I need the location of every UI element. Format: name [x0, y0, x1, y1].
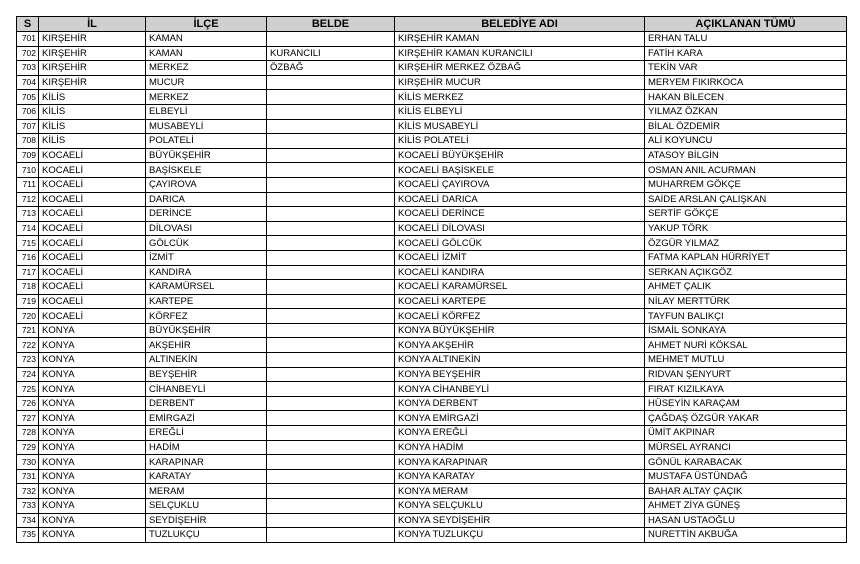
cell-belediye-adi: KONYA MERAM [395, 484, 645, 499]
cell-ilce: İZMİT [146, 250, 267, 265]
cell-belde [267, 90, 395, 105]
cell-belde [267, 513, 395, 528]
table-row [17, 440, 847, 455]
cell-s: 732 [17, 484, 39, 499]
cell-belde [267, 265, 395, 280]
table-row [17, 499, 847, 514]
table-row [17, 177, 847, 192]
table-row [17, 338, 847, 353]
cell-il: KONYA [39, 396, 146, 411]
cell-belediye-adi: KOCAELİ KARAMÜRSEL [395, 280, 645, 295]
table-row [17, 484, 847, 499]
cell-il: KONYA [39, 323, 146, 338]
table-row [17, 280, 847, 295]
cell-s: 712 [17, 192, 39, 207]
cell-aciklanan: İSMAİL SONKAYA [645, 323, 847, 338]
cell-belediye-adi: KONYA DERBENT [395, 396, 645, 411]
cell-s: 725 [17, 382, 39, 397]
cell-ilce: EREĞLİ [146, 426, 267, 441]
cell-ilce: DARICA [146, 192, 267, 207]
cell-belde [267, 104, 395, 119]
cell-aciklanan: MUHARREM GÖKÇE [645, 177, 847, 192]
cell-s: 733 [17, 499, 39, 514]
table-row [17, 192, 847, 207]
cell-s: 710 [17, 163, 39, 178]
header-s: S [17, 17, 39, 32]
cell-il: KOCAELİ [39, 294, 146, 309]
cell-belde [267, 455, 395, 470]
cell-belde [267, 221, 395, 236]
table-row [17, 46, 847, 61]
cell-aciklanan: HASAN USTAOĞLU [645, 513, 847, 528]
cell-ilce: ALTINEKİN [146, 353, 267, 368]
cell-il: KİLİS [39, 104, 146, 119]
table-row [17, 396, 847, 411]
cell-il: KONYA [39, 528, 146, 543]
cell-ilce: MERAM [146, 484, 267, 499]
cell-ilce: TUZLUKÇU [146, 528, 267, 543]
cell-belediye-adi: KOCAELİ BÜYÜKŞEHİR [395, 148, 645, 163]
cell-aciklanan: YAKUP TÖRK [645, 221, 847, 236]
cell-belde: KURANCILI [267, 46, 395, 61]
cell-aciklanan: RIDVAN ŞENYURT [645, 367, 847, 382]
cell-il: KONYA [39, 338, 146, 353]
cell-belde [267, 323, 395, 338]
cell-belde [267, 119, 395, 134]
cell-belediye-adi: KIRŞEHİR MERKEZ ÖZBAĞ [395, 61, 645, 76]
table-row [17, 134, 847, 149]
cell-belediye-adi: KONYA EREĞLİ [395, 426, 645, 441]
cell-belde [267, 280, 395, 295]
cell-aciklanan: HAKAN BİLECEN [645, 90, 847, 105]
cell-aciklanan: ATASOY BİLGİN [645, 148, 847, 163]
cell-il: KONYA [39, 367, 146, 382]
cell-ilce: DİLOVASI [146, 221, 267, 236]
cell-ilce: DERİNCE [146, 207, 267, 222]
header-belediye-adi: BELEDİYE ADI [395, 17, 645, 32]
header-row [17, 17, 847, 32]
cell-ilce: MERKEZ [146, 61, 267, 76]
cell-il: KONYA [39, 426, 146, 441]
cell-aciklanan: ERHAN TALU [645, 32, 847, 47]
cell-belde [267, 338, 395, 353]
header-belde: BELDE [267, 17, 395, 32]
cell-ilce: GÖLCÜK [146, 236, 267, 251]
cell-il: KİLİS [39, 90, 146, 105]
cell-ilce: ELBEYLİ [146, 104, 267, 119]
cell-ilce: KAMAN [146, 46, 267, 61]
table-row [17, 294, 847, 309]
cell-il: KONYA [39, 411, 146, 426]
table-row [17, 455, 847, 470]
table-row [17, 61, 847, 76]
table-row [17, 411, 847, 426]
table-row [17, 75, 847, 90]
cell-aciklanan: ÇAĞDAŞ ÖZGÜR YAKAR [645, 411, 847, 426]
cell-il: KOCAELİ [39, 309, 146, 324]
cell-s: 713 [17, 207, 39, 222]
table-row [17, 119, 847, 134]
cell-s: 726 [17, 396, 39, 411]
cell-belediye-adi: KONYA KARAPINAR [395, 455, 645, 470]
cell-s: 706 [17, 104, 39, 119]
cell-belde [267, 236, 395, 251]
cell-belediye-adi: KONYA BÜYÜKŞEHİR [395, 323, 645, 338]
cell-aciklanan: OSMAN ANIL ACURMAN [645, 163, 847, 178]
cell-belde [267, 367, 395, 382]
cell-aciklanan: YILMAZ ÖZKAN [645, 104, 847, 119]
cell-aciklanan: FATMA KAPLAN HÜRRİYET [645, 250, 847, 265]
cell-ilce: BEYŞEHİR [146, 367, 267, 382]
header-aciklanan: AÇIKLANAN TÜMÜ [645, 17, 847, 32]
cell-ilce: CİHANBEYLİ [146, 382, 267, 397]
cell-belediye-adi: KIRŞEHİR KAMAN KURANCILI [395, 46, 645, 61]
cell-ilce: MERKEZ [146, 90, 267, 105]
table-row [17, 323, 847, 338]
cell-s: 721 [17, 323, 39, 338]
cell-aciklanan: TAYFUN BALIKÇI [645, 309, 847, 324]
cell-belediye-adi: KONYA EMİRGAZİ [395, 411, 645, 426]
table-row [17, 90, 847, 105]
cell-s: 705 [17, 90, 39, 105]
cell-ilce: BÜYÜKŞEHİR [146, 148, 267, 163]
cell-il: KONYA [39, 513, 146, 528]
table-row [17, 513, 847, 528]
cell-il: KOCAELİ [39, 148, 146, 163]
cell-belediye-adi: KİLİS POLATELİ [395, 134, 645, 149]
cell-il: KIRŞEHİR [39, 61, 146, 76]
cell-s: 731 [17, 469, 39, 484]
cell-aciklanan: ÖZGÜR YILMAZ [645, 236, 847, 251]
cell-belediye-adi: KONYA TUZLUKÇU [395, 528, 645, 543]
cell-il: KONYA [39, 469, 146, 484]
cell-belediye-adi: KOCAELİ KANDIRA [395, 265, 645, 280]
cell-s: 707 [17, 119, 39, 134]
cell-s: 714 [17, 221, 39, 236]
cell-aciklanan: BAHAR ALTAY ÇAÇIK [645, 484, 847, 499]
cell-aciklanan: NURETTİN AKBUĞA [645, 528, 847, 543]
cell-aciklanan: ALİ KOYUNCU [645, 134, 847, 149]
cell-aciklanan: MÜRSEL AYRANCI [645, 440, 847, 455]
cell-belediye-adi: KOCAELİ GÖLCÜK [395, 236, 645, 251]
cell-il: KIRŞEHİR [39, 32, 146, 47]
cell-aciklanan: FATİH KARA [645, 46, 847, 61]
cell-aciklanan: ÜMİT AKPINAR [645, 426, 847, 441]
cell-belde [267, 469, 395, 484]
cell-s: 724 [17, 367, 39, 382]
cell-aciklanan: TEKİN VAR [645, 61, 847, 76]
cell-ilce: BAŞİSKELE [146, 163, 267, 178]
cell-belediye-adi: KONYA HADİM [395, 440, 645, 455]
cell-aciklanan: BİLAL ÖZDEMİR [645, 119, 847, 134]
cell-il: KOCAELİ [39, 265, 146, 280]
cell-il: KOCAELİ [39, 250, 146, 265]
header-il: İL [39, 17, 146, 32]
cell-ilce: DERBENT [146, 396, 267, 411]
cell-ilce: ÇAYIROVA [146, 177, 267, 192]
cell-belde: ÖZBAĞ [267, 61, 395, 76]
cell-il: KOCAELİ [39, 280, 146, 295]
cell-il: KOCAELİ [39, 207, 146, 222]
cell-il: KOCAELİ [39, 163, 146, 178]
cell-belde [267, 382, 395, 397]
cell-s: 718 [17, 280, 39, 295]
cell-s: 727 [17, 411, 39, 426]
cell-s: 729 [17, 440, 39, 455]
cell-s: 708 [17, 134, 39, 149]
cell-s: 704 [17, 75, 39, 90]
cell-ilce: SEYDİŞEHİR [146, 513, 267, 528]
cell-ilce: KARTEPE [146, 294, 267, 309]
cell-belediye-adi: KOCAELİ KÖRFEZ [395, 309, 645, 324]
cell-belediye-adi: KONYA SELÇUKLU [395, 499, 645, 514]
cell-belediye-adi: KONYA BEYŞEHİR [395, 367, 645, 382]
cell-s: 734 [17, 513, 39, 528]
cell-belediye-adi: KONYA ALTINEKİN [395, 353, 645, 368]
cell-s: 722 [17, 338, 39, 353]
cell-aciklanan: NİLAY MERTTÜRK [645, 294, 847, 309]
cell-ilce: KARAPINAR [146, 455, 267, 470]
cell-belde [267, 309, 395, 324]
cell-belediye-adi: KONYA SEYDİŞEHİR [395, 513, 645, 528]
cell-belde [267, 396, 395, 411]
cell-s: 728 [17, 426, 39, 441]
cell-ilce: KAMAN [146, 32, 267, 47]
cell-belde [267, 134, 395, 149]
cell-belde [267, 192, 395, 207]
header-ilce: İLÇE [146, 17, 267, 32]
cell-aciklanan: AHMET ZİYA GÜNEŞ [645, 499, 847, 514]
cell-ilce: POLATELİ [146, 134, 267, 149]
cell-belediye-adi: KİLİS ELBEYLİ [395, 104, 645, 119]
cell-il: KONYA [39, 455, 146, 470]
cell-il: KIRŞEHİR [39, 75, 146, 90]
cell-aciklanan: SERKAN AÇIKGÖZ [645, 265, 847, 280]
cell-belde [267, 411, 395, 426]
table-row [17, 163, 847, 178]
cell-il: KONYA [39, 353, 146, 368]
cell-il: KOCAELİ [39, 192, 146, 207]
cell-aciklanan: SAİDE ARSLAN ÇALIŞKAN [645, 192, 847, 207]
cell-belediye-adi: KONYA CİHANBEYLİ [395, 382, 645, 397]
cell-s: 716 [17, 250, 39, 265]
cell-s: 730 [17, 455, 39, 470]
cell-il: KIRŞEHİR [39, 46, 146, 61]
cell-aciklanan: AHMET ÇALIK [645, 280, 847, 295]
cell-belde [267, 528, 395, 543]
cell-ilce: HADİM [146, 440, 267, 455]
cell-il: KOCAELİ [39, 236, 146, 251]
cell-s: 715 [17, 236, 39, 251]
table-row [17, 32, 847, 47]
cell-ilce: KANDIRA [146, 265, 267, 280]
table-body [17, 32, 847, 543]
cell-aciklanan: MUSTAFA ÜSTÜNDAĞ [645, 469, 847, 484]
cell-il: KONYA [39, 499, 146, 514]
cell-il: KİLİS [39, 134, 146, 149]
cell-belediye-adi: KOCAELİ KARTEPE [395, 294, 645, 309]
cell-s: 703 [17, 61, 39, 76]
cell-aciklanan: FIRAT KIZILKAYA [645, 382, 847, 397]
cell-aciklanan: SERTİF GÖKÇE [645, 207, 847, 222]
cell-ilce: BÜYÜKŞEHİR [146, 323, 267, 338]
table-row [17, 426, 847, 441]
cell-belde [267, 440, 395, 455]
cell-ilce: EMİRGAZİ [146, 411, 267, 426]
cell-belde [267, 499, 395, 514]
cell-il: KONYA [39, 440, 146, 455]
cell-il: KİLİS [39, 119, 146, 134]
table-row [17, 469, 847, 484]
cell-belediye-adi: KİLİS MERKEZ [395, 90, 645, 105]
cell-belde [267, 484, 395, 499]
cell-s: 711 [17, 177, 39, 192]
cell-belediye-adi: KIRŞEHİR KAMAN [395, 32, 645, 47]
cell-belde [267, 177, 395, 192]
cell-belde [267, 294, 395, 309]
cell-s: 701 [17, 32, 39, 47]
cell-s: 709 [17, 148, 39, 163]
cell-s: 735 [17, 528, 39, 543]
table-row [17, 104, 847, 119]
cell-ilce: MUCUR [146, 75, 267, 90]
cell-aciklanan: MEHMET MUTLU [645, 353, 847, 368]
cell-il: KONYA [39, 484, 146, 499]
cell-belediye-adi: KOCAELİ DARICA [395, 192, 645, 207]
cell-belde [267, 148, 395, 163]
cell-belediye-adi: KOCAELİ ÇAYIROVA [395, 177, 645, 192]
cell-ilce: MUSABEYLİ [146, 119, 267, 134]
cell-s: 723 [17, 353, 39, 368]
cell-s: 720 [17, 309, 39, 324]
cell-belediye-adi: KONYA KARATAY [395, 469, 645, 484]
cell-belde [267, 32, 395, 47]
cell-ilce: KARATAY [146, 469, 267, 484]
cell-belde [267, 163, 395, 178]
cell-belediye-adi: KİLİS MUSABEYLİ [395, 119, 645, 134]
cell-belde [267, 426, 395, 441]
cell-il: KOCAELİ [39, 221, 146, 236]
table-row [17, 265, 847, 280]
cell-s: 702 [17, 46, 39, 61]
cell-belediye-adi: KIRŞEHİR MUCUR [395, 75, 645, 90]
cell-aciklanan: HÜSEYİN KARAÇAM [645, 396, 847, 411]
table-row [17, 382, 847, 397]
cell-ilce: SELÇUKLU [146, 499, 267, 514]
table-row [17, 221, 847, 236]
cell-aciklanan: AHMET NURİ KÖKSAL [645, 338, 847, 353]
table-row [17, 236, 847, 251]
cell-s: 719 [17, 294, 39, 309]
cell-il: KOCAELİ [39, 177, 146, 192]
cell-ilce: KARAMÜRSEL [146, 280, 267, 295]
table-row [17, 148, 847, 163]
cell-ilce: AKŞEHİR [146, 338, 267, 353]
cell-belediye-adi: KOCAELİ BAŞİSKELE [395, 163, 645, 178]
table-row [17, 250, 847, 265]
cell-belediye-adi: KONYA AKŞEHİR [395, 338, 645, 353]
table-row [17, 367, 847, 382]
cell-belde [267, 207, 395, 222]
cell-belediye-adi: KOCAELİ DERİNCE [395, 207, 645, 222]
cell-aciklanan: MERYEM FIKIRKOCA [645, 75, 847, 90]
table-row [17, 353, 847, 368]
cell-belediye-adi: KOCAELİ İZMİT [395, 250, 645, 265]
table-row [17, 207, 847, 222]
cell-s: 717 [17, 265, 39, 280]
cell-ilce: KÖRFEZ [146, 309, 267, 324]
table-row [17, 528, 847, 543]
cell-belediye-adi: KOCAELİ DİLOVASI [395, 221, 645, 236]
table-row [17, 309, 847, 324]
cell-belde [267, 75, 395, 90]
cell-aciklanan: GÖNÜL KARABACAK [645, 455, 847, 470]
cell-belde [267, 353, 395, 368]
cell-il: KONYA [39, 382, 146, 397]
results-table [16, 16, 847, 543]
cell-belde [267, 250, 395, 265]
